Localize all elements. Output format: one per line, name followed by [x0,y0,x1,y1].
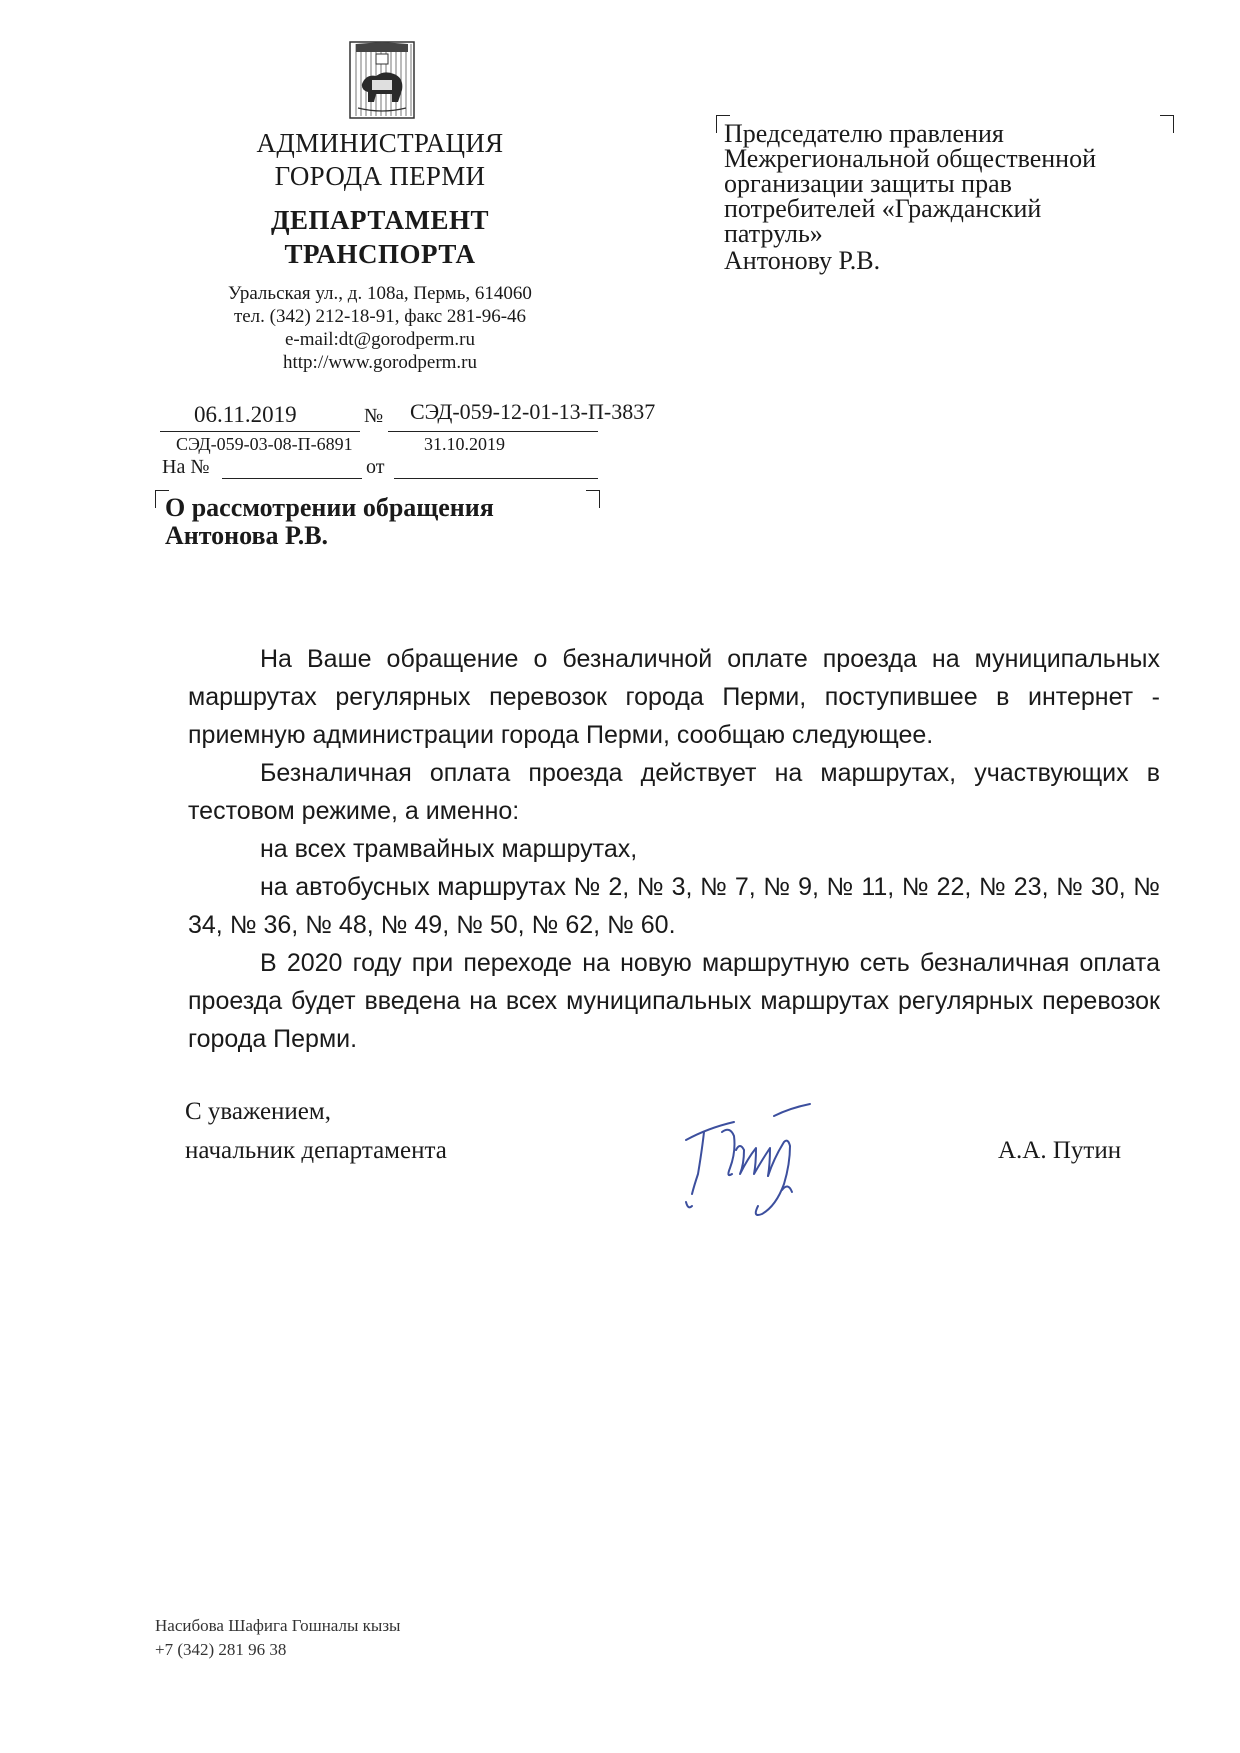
number-sign: № [364,405,384,427]
closing-greeting: С уважением, [185,1098,331,1125]
number-underline [388,431,598,432]
org-email: e-mail:dt@gorodperm.ru [284,329,476,350]
subject-line1: О рассмотрении обращения [165,493,494,522]
addressee-line: потребителей «Гражданский [724,194,1042,223]
org-website: http://www.gorodperm.ru [282,352,478,373]
in-reply-to-label: На № [162,456,210,478]
department-name-line2: ТРАНСПОРТА [284,239,476,269]
addressee-line: Межрегиональной общественной [724,144,1096,173]
registration-date: 06.11.2019 [194,402,297,427]
in-reply-from-label: от [366,456,385,478]
in-reply-date: 31.10.2019 [424,434,505,454]
body-paragraph: на всех трамвайных маршрутах, [260,835,638,863]
body-paragraph: Безналичная оплата проезда действует на маршрутах, участвующих в тестовом режиме, а именно: [188,759,1160,825]
handwritten-signature [678,1102,828,1224]
in-reply-number-underline [222,478,362,479]
org-name-line2: ГОРОДА ПЕРМИ [274,161,486,191]
signer-name: А.А. Путин [998,1137,1122,1164]
in-reply-date-underline [394,478,598,479]
addressee-line: Председателю правления [724,119,1004,148]
signer-position: начальник департамента [185,1137,447,1164]
body-paragraph: на автобусных маршрутах № 2, № 3, № 7, № 9, № 11, № 22, № 23, № 30, № 34, № 36, № 48, № 49, № 50, № 62, № 60. [188,873,1160,939]
org-address: Уральская ул., д. 108а, Пермь, 614060 [228,283,532,304]
org-phone: тел. (342) 212-18-91, факс 281-96-46 [233,306,527,327]
subject-line2: Антонова Р.В. [165,521,329,550]
executor-phone: +7 (342) 281 96 38 [155,1640,287,1659]
letter-body [188,640,1160,1058]
addressee-name: Антонову Р.В. [724,246,881,275]
department-name-line1: ДЕПАРТАМЕНТ [270,205,490,235]
addressee-line: организации защиты прав [724,169,1012,198]
subject-corner-right [586,490,600,508]
executor-name: Насибова Шафига Гошналы кызы [155,1616,401,1635]
body-paragraph: На Ваше обращение о безналичной оплате проезда на муниципальных маршрутах регулярных перевозок города Перми, поступившее в интернет - приемную администрации города Перми, сообщаю следующее. [188,645,1160,749]
registration-number: СЭД-059-12-01-13-П-3837 [410,399,656,424]
body-paragraph: В 2020 году при переходе на новую маршрутную сеть безналичная оплата проезда будет введена на всех муниципальных маршрутах регулярных перевозок города Перми. [188,949,1160,1053]
org-name-line1: АДМИНИСТРАЦИЯ [256,128,504,158]
addressee-corner-right [1160,115,1174,133]
date-underline [160,431,360,432]
in-reply-number: СЭД-059-03-08-П-6891 [176,434,353,454]
addressee-line: патруль» [724,219,823,248]
perm-coat-of-arms-icon [348,40,416,120]
